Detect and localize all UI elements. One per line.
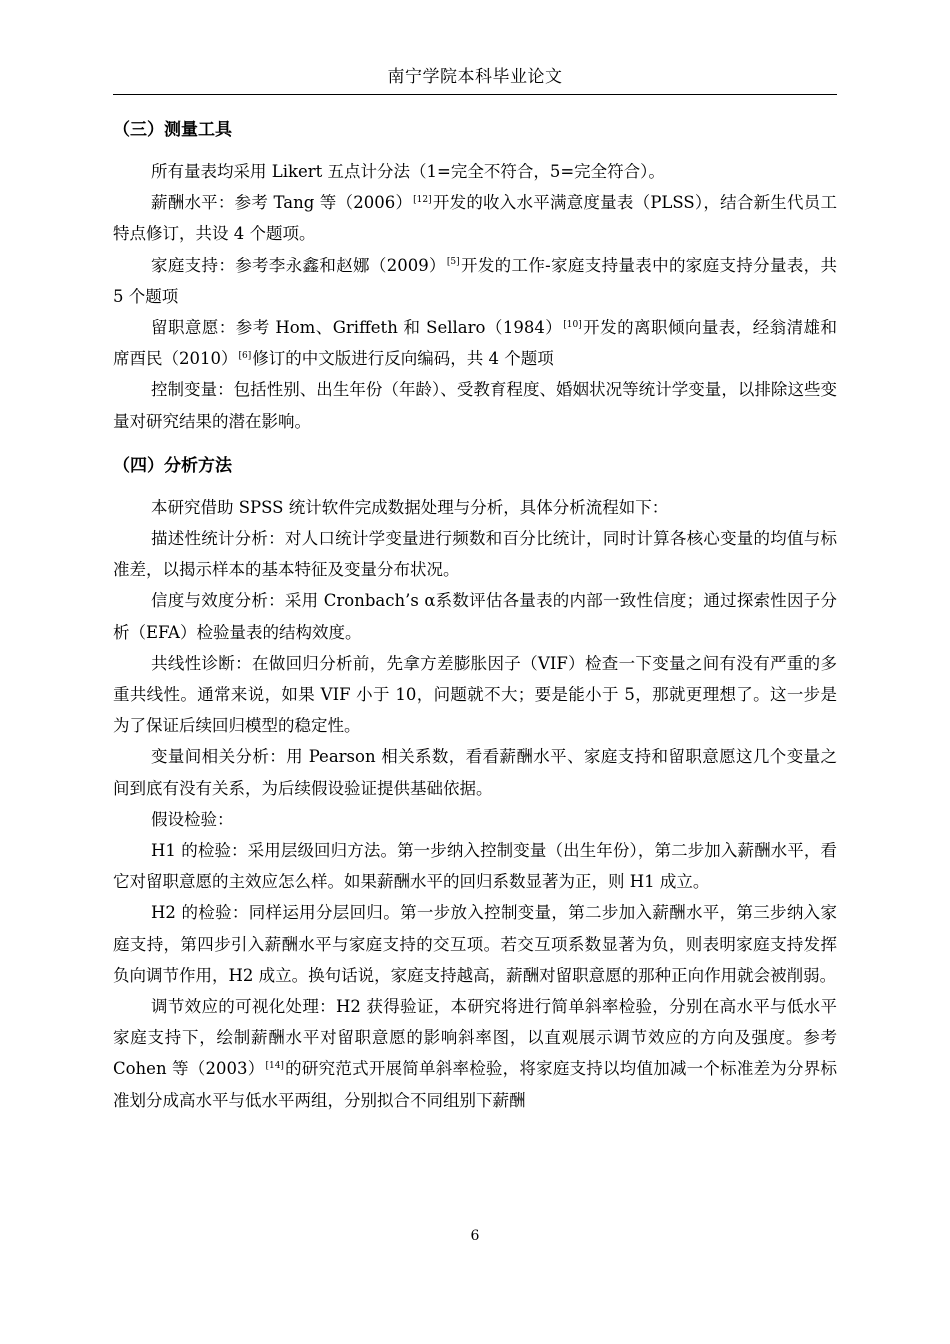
paragraph-h1: H1 的检验：采用层级回归方法。第一步纳入控制变量（出生年份），第二步加入薪酬水平，看它对留职意愿的主效应怎么样。如果薪酬水平的回归系数显著为正，则 H1 成立。 — [113, 841, 837, 892]
text: 的研究范式开展简单斜率检验，将家庭支持以均值加减一个标准差为分界标准划分成高水平与低水平两组，分别拟合不同组别下薪酬 — [113, 1059, 837, 1110]
paragraph-retention-intention — [113, 312, 837, 374]
header-rule — [113, 94, 837, 95]
text: 调节效应的可视化处理：H2 获得验证，本研究将进行简单斜率检验，分别在高水平与低水平家庭支持下，绘制薪酬水平对留职意愿的影响斜率图，以直观展示调节效应的方向及强度。参考 Cohen 等（2003） — [113, 997, 837, 1079]
paragraph-spss: 本研究借助 SPSS 统计软件完成数据处理与分析，具体分析流程如下： — [151, 497, 669, 517]
text: 开发的收入水平满意度量表（PLSS），结合新生代员工特点修订，共设 4 个题项。 — [113, 193, 837, 244]
paragraph-hypothesis-test: 假设检验： — [151, 809, 234, 829]
paragraph-moderation-visualization — [113, 991, 837, 1116]
page-number: 6 — [470, 1228, 480, 1244]
paragraph-descriptive: 描述性统计分析：对人口统计学变量进行频数和百分比统计，同时计算各核心变量的均值与标准差，以揭示样本的基本特征及变量分布状况。 — [113, 529, 837, 580]
paragraph-h2: H2 的检验：同样运用分层回归。第一步放入控制变量，第二步加入薪酬水平，第三步纳入家庭支持，第四步引入薪酬水平与家庭支持的交互项。若交互项系数显著为负，则表明家庭支持发挥负向调节作用，H2 成立。换句话说，家庭支持越高，薪酬对留职意愿的那种正向作用就会被削弱。 — [113, 903, 837, 985]
paragraph-control-variables: 控制变量：包括性别、出生年份（年龄）、受教育程度、婚姻状况等统计学变量，以排除这些变量对研究结果的潜在影响。 — [113, 380, 837, 431]
text: 家庭支持：参考李永鑫和赵娜（2009） — [151, 255, 446, 275]
text: 留职意愿：参考 Hom、Griffeth 和 Sellaro（1984） — [151, 318, 563, 338]
citation-14: [14] — [265, 1060, 284, 1071]
citation-12: [12] — [413, 194, 432, 205]
paragraph-collinearity: 共线性诊断：在做回归分析前，先拿方差膨胀因子（VIF）检查一下变量之间有没有严重的多重共线性。通常来说，如果 VIF 小于 10，问题就不大；要是能小于 5，那就更理想了。这一步是为了保证后续回归模型的稳定性。 — [113, 653, 837, 736]
text: 开发的工作-家庭支持量表中的家庭支持分量表，共 5 个题项 — [113, 255, 837, 306]
text: 开发的离职倾向量表，经翁清雄和席酉民（2010） — [113, 318, 838, 369]
page-body — [113, 115, 837, 1116]
section-heading-measurement-tools: （三）测量工具 — [113, 120, 232, 140]
citation-10: [10] — [563, 319, 582, 330]
paragraph-salary-level — [113, 187, 837, 249]
paragraph-correlation: 变量间相关分析：用 Pearson 相关系数，看看薪酬水平、家庭支持和留职意愿这几个变量之间到底有没有关系，为后续假设验证提供基础依据。 — [113, 747, 837, 798]
text: 修订的中文版进行反向编码，共 4 个题项 — [252, 349, 554, 369]
paragraph-family-support — [113, 250, 837, 312]
citation-6: [6] — [238, 350, 252, 361]
running-header: 南宁学院本科毕业论文 — [387, 67, 563, 87]
paragraph-likert: 所有量表均采用 Likert 五点计分法（1=完全不符合，5=完全符合）。 — [151, 162, 665, 181]
citation-5: [5] — [446, 257, 460, 268]
paragraph-reliability: 信度与效度分析：采用 Cronbach’s α系数评估各量表的内部一致性信度；通过探索性因子分析（EFA）检验量表的结构效度。 — [113, 591, 837, 642]
section-heading-analysis-methods: （四）分析方法 — [113, 455, 232, 476]
text: 薪酬水平：参考 Tang 等（2006） — [151, 193, 413, 213]
